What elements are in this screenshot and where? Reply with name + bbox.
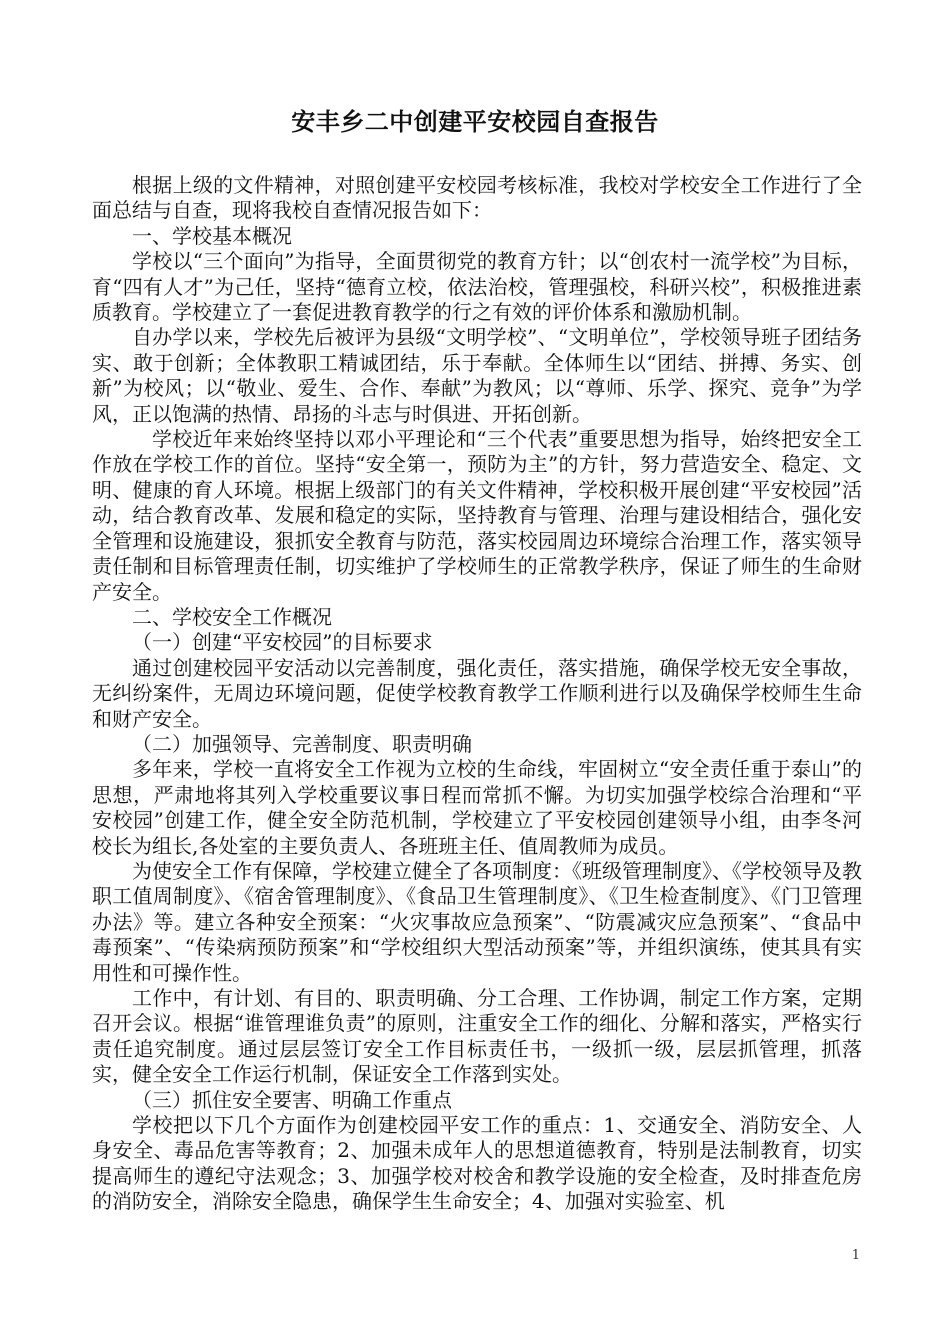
- subsection-heading-3: （三）抓住安全要害、明确工作重点: [132, 1087, 452, 1112]
- paragraph-intro: 根据上级的文件精神，对照创建平安校园考核标准，我校对学校安全工作进行了全面总结与自查，现将我校自查情况报告如下：: [92, 173, 862, 223]
- paragraph-safety-guidance: 学校近年来始终坚持以邓小平理论和“三个代表”重要思想为指导，始终把安全工作放在学校工作的首位。坚持“安全第一，预防为主”的方针，努力营造安全、稳定、文明、健康的育人环境。根据上级部门的有关文件精神，学校积极开展创建“平安校园”活动，结合教育改革、发展和稳定的实际，坚持教育与管理、治理与建设相结合，强化安全管理和设施建设，狠抓安全教育与防范，落实校园周边环境综合治理工作，落实领导责任制和目标管理责任制，切实维护了学校师生的正常教学秩序，保证了师生的生命财产安全。: [92, 427, 862, 604]
- paragraph-leadership: 多年来，学校一直将安全工作视为立校的生命线，牢固树立“安全责任重于泰山”的思想，严肃地将其列入学校重要议事日程而常抓不懈。为切实加强学校综合治理和“平安校园”创建工作，健全安全防范机制，学校建立了平安校园创建领导小组，由李冬河校长为组长,各处室的主要负责人、各班班主任、值周教师为成员。: [92, 757, 862, 858]
- paragraph-school-honors: 自办学以来，学校先后被评为县级“文明学校”、“文明单位”，学校领导班子团结务实、敢于创新；全体教职工精诚团结，乐于奉献。全体师生以“团结、拼搏、务实、创新”为校风；以“敬业、爱生、合作、奉献”为教风；以“尊师、乐学、探究、竞争”为学风，正以饱满的热情、昂扬的斗志与时俱进、开拓创新。: [92, 325, 862, 426]
- paragraph-regulations: 为使安全工作有保障，学校建立健全了各项制度：《班级管理制度》、《学校领导及教职工值周制度》、《宿舍管理制度》、《食品卫生管理制度》、《卫生检查制度》、《门卫管理办法》等。建立各种安全预案：“火灾事故应急预案”、“防震减灾应急预案”、“食品中毒预案”、“传染病预防预案”和“学校组织大型活动预案”等，并组织演练，使其具有实用性和可操作性。: [92, 858, 862, 985]
- paragraph-work-plan: 工作中，有计划、有目的、职责明确、分工合理、工作协调，制定工作方案，定期召开会议。根据“谁管理谁负责”的原则，注重安全工作的细化、分解和落实，严格实行责任追究制度。通过层层签订安全工作目标责任书，一级抓一级，层层抓管理，抓落实，健全安全工作运行机制，保证安全工作落到实处。: [92, 986, 862, 1087]
- subsection-heading-1: （一）创建“平安校园”的目标要求: [132, 630, 433, 655]
- paragraph-key-points: 学校把以下几个方面作为创建校园平安工作的重点：1、交通安全、消防安全、人身安全、毒品危害等教育；2、加强未成年人的思想道德教育，特别是法制教育，切实提高师生的遵纪守法观念；3、加强学校对校舍和教学设施的安全检查，及时排查危房的消防安全，消除安全隐患，确保学生生命安全；4、加强对实验室、机: [92, 1113, 862, 1214]
- section-heading-2: 二、学校安全工作概况: [132, 604, 332, 629]
- paragraph-goals: 通过创建校园平安活动以完善制度，强化责任，落实措施，确保学校无安全事故，无纠纷案件，无周边环境问题，促使学校教育教学工作顺利进行以及确保学校师生生命和财产安全。: [92, 655, 862, 731]
- subsection-heading-2: （二）加强领导、完善制度、职责明确: [132, 731, 472, 756]
- page-number: 1: [851, 1248, 860, 1263]
- document-title: 安丰乡二中创建平安校园自查报告: [291, 107, 659, 136]
- document-body: [92, 173, 862, 1215]
- paragraph-school-overview: 学校以“三个面向”为指导，全面贯彻党的教育方针；以“创农村一流学校”为目标，育“四有人才”为己任，坚持“德育立校，依法治校，管理强校，科研兴校”，积极推进素质教育。学校建立了一套促进教育教学的行之有效的评价体系和激励机制。: [92, 249, 862, 325]
- section-heading-1: 一、学校基本概况: [132, 223, 292, 248]
